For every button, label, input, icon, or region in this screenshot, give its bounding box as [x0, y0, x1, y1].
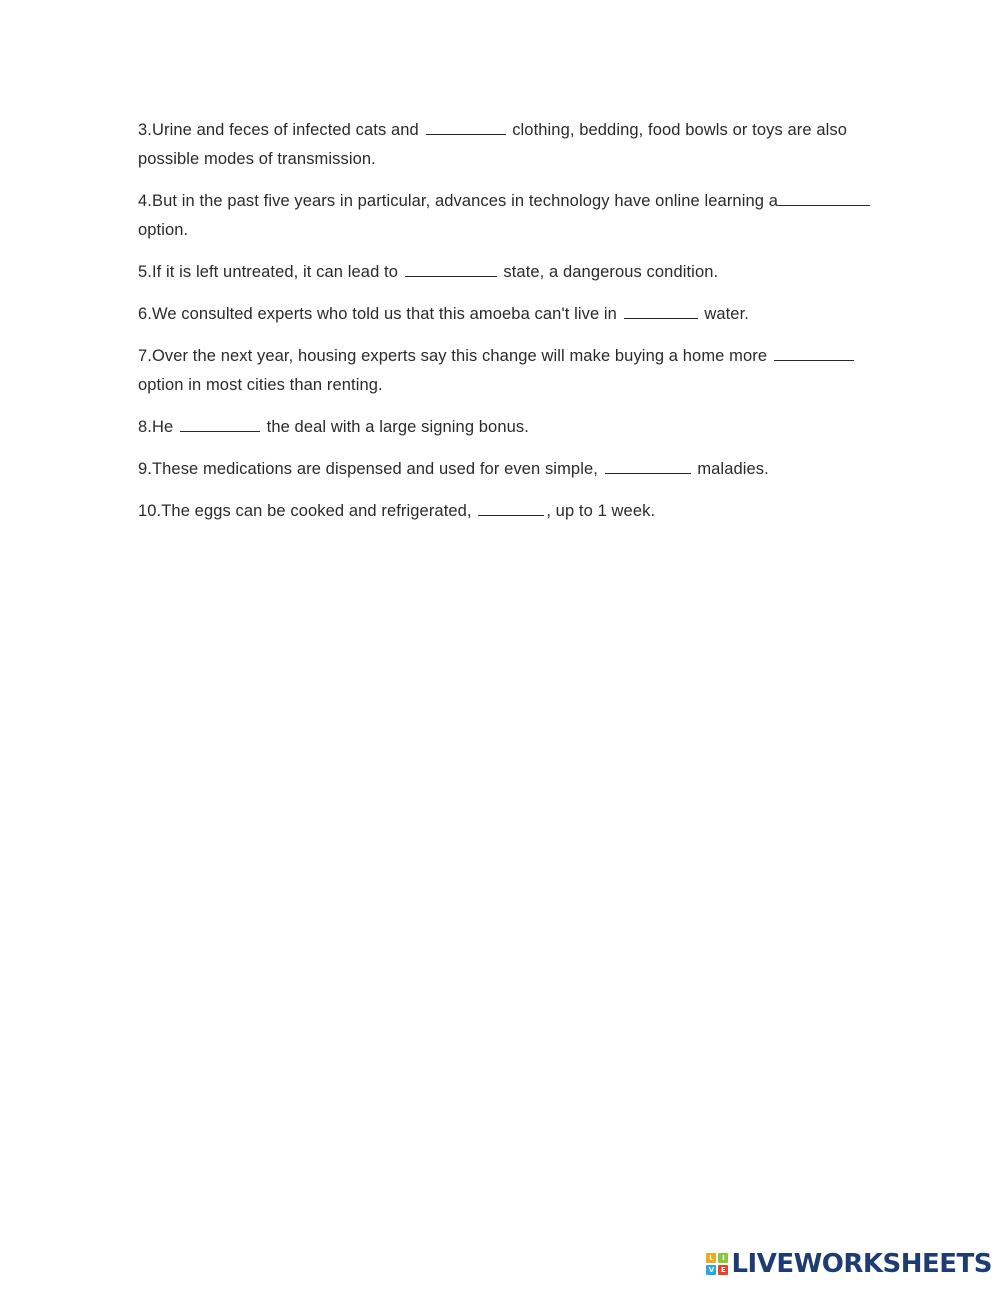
- question-number: 8.: [138, 418, 152, 436]
- question-text-after: option in most cities than renting.: [138, 376, 383, 394]
- question-number: 6.: [138, 305, 152, 323]
- question-text-before: Over the next year, housing experts say this change will make buying a home more: [151, 347, 768, 365]
- question-number: 4.: [138, 192, 152, 210]
- question-3: [138, 116, 878, 174]
- question-text-after: state, a dangerous condition.: [503, 263, 719, 281]
- logo-wordmark: LIVEWORKSHEETS: [731, 1249, 992, 1279]
- question-7: [138, 342, 878, 400]
- question-text-after: , up to 1 week.: [546, 502, 656, 520]
- question-6: [138, 300, 878, 329]
- answer-blank[interactable]: [478, 497, 544, 516]
- question-text-before: But in the past five years in particular, advances in technology have online learning a: [151, 192, 778, 210]
- question-10: [138, 497, 878, 526]
- answer-blank[interactable]: [778, 187, 870, 206]
- question-number: 3.: [138, 121, 152, 139]
- question-5: [138, 258, 878, 287]
- answer-blank[interactable]: [426, 116, 506, 135]
- question-text-before: The eggs can be cooked and refrigerated,: [161, 502, 472, 520]
- liveworksheets-logo: [706, 1249, 992, 1279]
- answer-blank[interactable]: [405, 258, 497, 277]
- question-number: 7.: [138, 347, 152, 365]
- answer-blank[interactable]: [774, 342, 854, 361]
- question-text-after: clothing, bedding, food bowls or toys are also possible modes of transmission.: [138, 121, 847, 168]
- question-text-after: maladies.: [697, 460, 769, 478]
- question-number: 9.: [138, 460, 152, 478]
- logo-letter: E: [718, 1265, 728, 1275]
- question-number: 10.: [138, 502, 162, 520]
- answer-blank[interactable]: [180, 413, 260, 432]
- question-number: 5.: [138, 263, 152, 281]
- question-8: [138, 413, 878, 442]
- question-9: [138, 455, 878, 484]
- question-text-before: If it is left untreated, it can lead to: [151, 263, 399, 281]
- worksheet-body: [138, 116, 878, 539]
- question-text-before: He: [151, 418, 174, 436]
- answer-blank[interactable]: [605, 455, 691, 474]
- question-text-after: water.: [704, 305, 749, 323]
- logo-mark-icon: [706, 1253, 728, 1275]
- question-4: [138, 187, 878, 245]
- logo-letter: L: [706, 1253, 716, 1263]
- logo-letter: V: [706, 1265, 716, 1275]
- question-text-after: the deal with a large signing bonus.: [266, 418, 529, 436]
- answer-blank[interactable]: [624, 300, 698, 319]
- question-text-after: option.: [138, 221, 189, 239]
- question-text-before: These medications are dispensed and used for even simple,: [151, 460, 598, 478]
- question-text-before: Urine and feces of infected cats and: [151, 121, 419, 139]
- logo-letter: I: [718, 1253, 728, 1263]
- question-text-before: We consulted experts who told us that this amoeba can't live in: [151, 305, 617, 323]
